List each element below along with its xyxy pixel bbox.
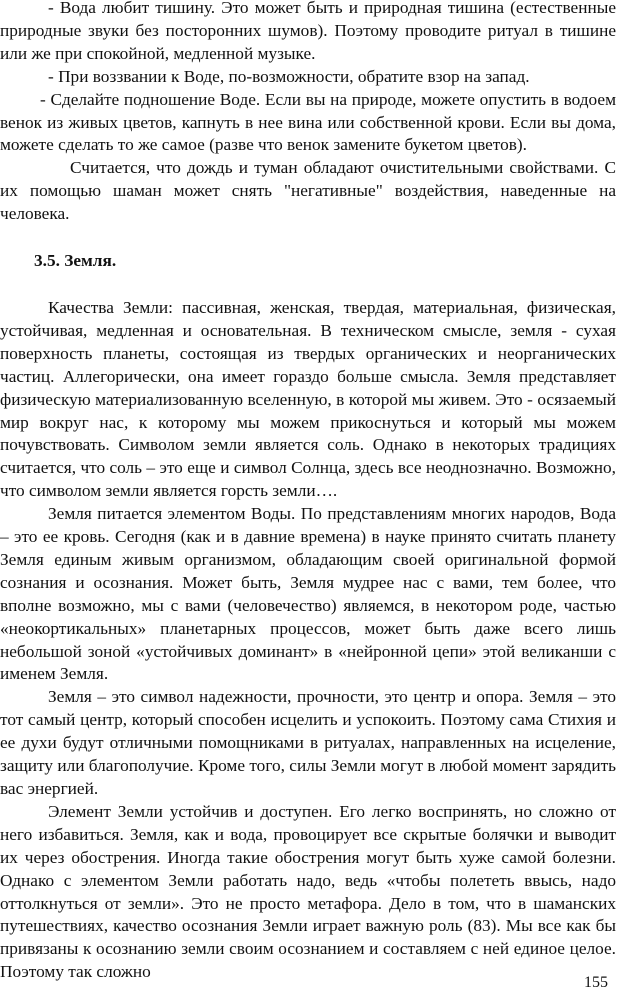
paragraph: - Вода любит тишину. Это может быть и природная тишина (естественные природные звуки без посторонних шумов). Поэтому проводите ритуал в тишине или же при спокойной, медленной музыке. (0, 0, 616, 63)
paragraph: Земля – это символ надежности, прочности, это центр и опора. Земля – это тот самый центр, который способен исцелить и успокоить. Поэтому сама Стихия и ее духи будут отличными помощниками в ритуалах, направленных на исцеление, защиту или благополучие. Кроме того, силы Земли могут в любой момент зарядить вас энергией. (0, 687, 616, 798)
paragraph: - При воззвании к Воде, по-возможности, обратите взор на запад. (48, 66, 530, 86)
paragraph: Качества Земли: пассивная, женская, твердая, материальная, физическая, устойчивая, медленная и основательная. В техническом смысле, земля - сухая поверхность планеты, состоящая из твердых органических и неорганических частиц. Аллегорически, она имеет гораздо больше смысла. Земля представляет физическую материализованную вселенную, в которой мы живем. Это - осязаемый мир вокруг нас, к которому мы можем прикоснуться и который мы можем почувствовать. Символом земли является соль. Однако в некоторых традициях считается, что соль – это еще и символ Солнца, здесь все неоднозначно. Возможно, что символом земли является горсть земли…. (0, 297, 616, 501)
section-heading: 3.5. Земля. (34, 251, 117, 271)
paragraph: Считается, что дождь и туман обладают очистительными свойствами. С их помощью шаман может снять "негативные" воздействия, наведенные на человека. (0, 158, 616, 224)
paragraph: Элемент Земли устойчив и доступен. Его легко воспринять, но сложно от него избавиться. Земля, как и вода, провоцирует все скрытые болячки и выводит их через обострения. Иногда такие обострения могут быть хуже самой болезни. Однако с элементом Земли работать надо, ведь «чтобы полететь ввысь, надо оттолкнуться от земли». Это не просто метафора. Дело в том, что в шаманских путешествиях, качество осознания Земли играет важную роль (83). Мы все как бы привязаны к осознанию земли своим осознанием и составляем с ней единое целое. Поэтому так сложно (0, 801, 616, 982)
page-number: 155 (584, 974, 608, 991)
paragraph: - Сделайте подношение Воде. Если вы на природе, можете опустить в водоем венок из живых цветов, капнуть в нее вина или собственной крови. Если вы дома, можете сделать то же самое (разве что венок замените букетом цветов). (0, 89, 616, 155)
paragraph: Земля питается элементом Воды. По представлениям многих народов, Вода – это ее кровь. Сегодня (как и в давние времена) в науке принято считать планету Земля единым живым организмом, обладающим своей оригинальной формой сознания и осознания. Может быть, Земля мудрее нас с вами, тем более, что вполне возможно, мы с вами (человечество) являемся, в некотором роде, частью «неокортикальных» планетарных процессов, может быть даже всего лишь небольшой зоной «устойчивых доминант» в «нейронной цепи» этой великанши с именем Земля. (0, 504, 616, 684)
